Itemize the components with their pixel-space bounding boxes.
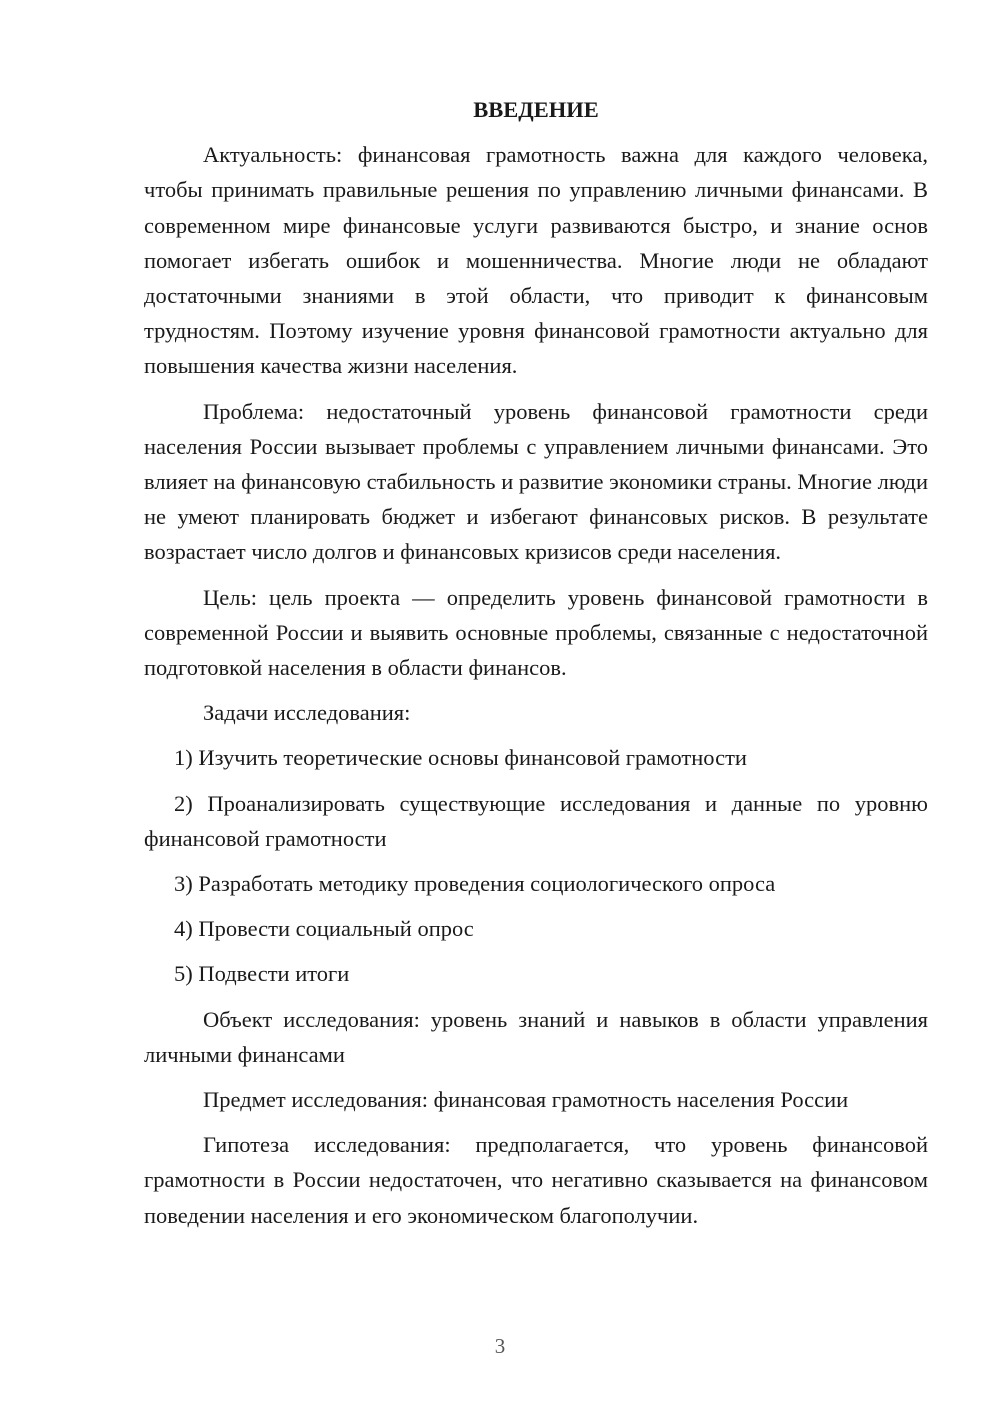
page-content [144,92,928,1243]
paragraph-object: Объект исследования: уровень знаний и навыков в области управления личными финансами [144,1006,928,1067]
paragraph-tasks-heading: Задачи исследования: [203,700,411,726]
page-title: ВВЕДЕНИЕ [473,97,599,122]
task-item: 2) Проанализировать существующие исследования и данные по уровню финансовой грамотности [144,790,928,851]
task-item: 5) Подвести итоги [174,961,350,987]
paragraph-subject: Предмет исследования: финансовая грамотность населения России [203,1087,849,1113]
paragraph-relevance: Актуальность: финансовая грамотность важна для каждого человека, чтобы принимать правильные решения по управлению личными финансами. В современном мире финансовые услуги развиваются быстро, и знание основ помогает избегать ошибок и мошенничества. Многие люди не обладают достаточными знаниями в этой области, что приводит к финансовым трудностям. Поэтому изучение уровня финансовой грамотности актуально для повышения качества жизни населения. [144,142,928,379]
task-item: 4) Провести социальный опрос [174,916,474,942]
task-item: 1) Изучить теоретические основы финансовой грамотности [174,745,747,771]
paragraph-goal: Цель: цель проекта — определить уровень финансовой грамотности в современной России и выявить основные проблемы, связанные с недостаточной подготовкой населения в области финансов. [144,584,928,681]
paragraph-hypothesis: Гипотеза исследования: предполагается, что уровень финансовой грамотности в России недостаточен, что негативно сказывается на финансовом поведении населения и его экономическом благополучии. [144,1132,928,1228]
task-item: 3) Разработать методику проведения социологического опроса [174,871,776,897]
paragraph-problem: Проблема: недостаточный уровень финансовой грамотности среди населения России вызывает проблемы с управлением личными финансами. Это влияет на финансовую стабильность и развитие экономики страны. Многие люди не умеют планировать бюджет и избегают финансовых рисков. В результате возрастает число долгов и финансовых кризисов среди населения. [144,398,928,565]
page-number: 3 [494,1334,506,1358]
